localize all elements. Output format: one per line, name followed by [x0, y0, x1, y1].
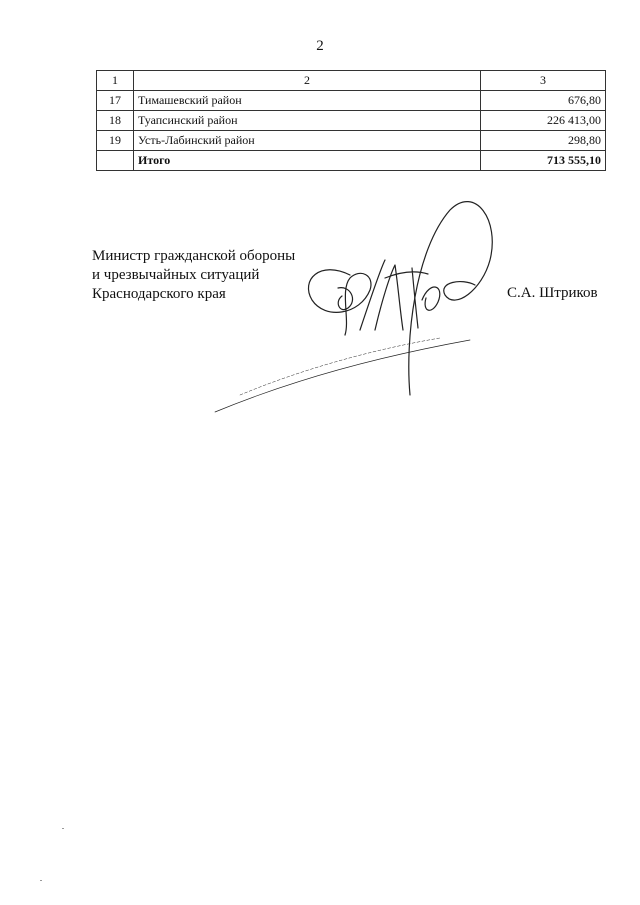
row-amount: 676,80 [481, 91, 606, 111]
table-row [97, 111, 606, 131]
row-number: 18 [97, 111, 134, 131]
position-line: Краснодарского края [92, 286, 226, 302]
row-district: Туапсинский район [134, 111, 481, 131]
position-line: и чрезвычайных ситуаций [92, 267, 260, 283]
total-amount: 713 555,10 [481, 151, 606, 171]
table-row [97, 91, 606, 111]
table-row [97, 131, 606, 151]
row-number: 17 [97, 91, 134, 111]
scan-artifact [40, 880, 42, 881]
header-cell-amount: 3 [481, 71, 606, 91]
table-header-row [97, 71, 606, 91]
signer-name: С.А. Штриков [507, 285, 598, 301]
row-number: 19 [97, 131, 134, 151]
page-number: 2 [316, 38, 324, 54]
row-amount: 298,80 [481, 131, 606, 151]
total-empty-cell [97, 151, 134, 171]
scan-artifact [62, 828, 64, 829]
row-amount: 226 413,00 [481, 111, 606, 131]
handwritten-signature [200, 190, 510, 420]
header-cell-district: 2 [134, 71, 481, 91]
header-cell-number: 1 [97, 71, 134, 91]
row-district: Тимашевский район [134, 91, 481, 111]
table-total-row [97, 151, 606, 171]
total-label: Итого [134, 151, 481, 171]
row-district: Усть-Лабинский район [134, 131, 481, 151]
summary-table [96, 70, 606, 171]
position-line: Министр гражданской обороны [92, 248, 296, 264]
